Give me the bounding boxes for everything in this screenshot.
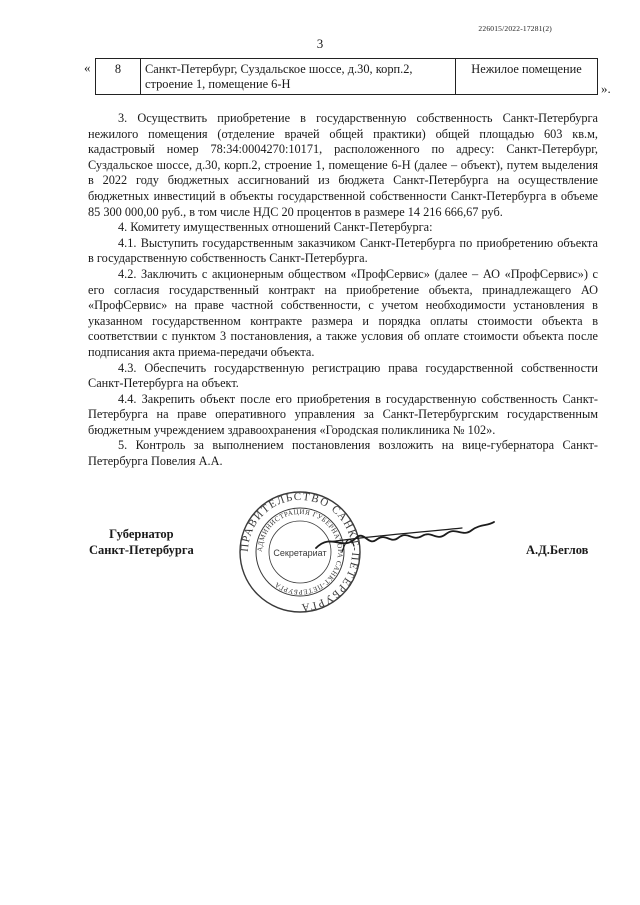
row-address: Санкт-Петербург, Суздальское шоссе, д.30, корп.2, строение 1, помещение 6-Н (141, 59, 456, 95)
paragraph-5: 5. Контроль за выполнением постановления возложить на вице-губернатора Санкт-Петербурга Повелия А.А. (88, 438, 598, 469)
page-number: 3 (316, 36, 324, 51)
document-id: 226015/2022-17281(2) (478, 24, 552, 33)
table-row (96, 59, 598, 95)
paragraph-4-4: 4.4. Закрепить объект после его приобретения в государственную собственность Санкт-Петербурга на праве оперативного управления за Санкт-Петербургским государственным бюджетным учреждением здравоохранения «Городская поликлиника № 102». (88, 391, 598, 437)
handwritten-signature (312, 512, 498, 560)
signatory-title-line2: Санкт-Петербурга (89, 543, 194, 557)
signatory-name: А.Д.Беглов (526, 543, 589, 557)
row-number: 8 (96, 59, 141, 95)
seal-outer-text: ПРАВИТЕЛЬСТВО САНКТ-ПЕТЕРБУРГА (238, 490, 362, 614)
paragraph-4-1: 4.1. Выступить государственным заказчиком Санкт-Петербурга по приобретению объекта в государственную собственность Санкт-Петербурга. (88, 235, 598, 266)
signatory-title-line1: Губернатор (109, 527, 174, 541)
seal-center-text: Секретариат (273, 548, 327, 558)
seal-inner-text: АДМИНИСТРАЦИЯ ГУБЕРНАТОРА САНКТ-ПЕТЕРБУРГА (255, 507, 345, 597)
table-open-quote: « (84, 60, 91, 75)
property-table (95, 58, 598, 95)
signatory-title (89, 526, 194, 558)
paragraph-4-3: 4.3. Обеспечить государственную регистрацию права государственной собственности Санкт-Петербурга на объект. (88, 360, 598, 391)
document-body (88, 111, 598, 470)
paragraph-4: 4. Комитету имущественных отношений Санкт-Петербурга: (118, 220, 433, 235)
paragraph-4-2: 4.2. Заключить с акционерным обществом «ПрофСервис» (далее – АО «ПрофСервис») с его согласия государственный контракт на приобретение объекта, принадлежащего АО «ПрофСервис» на праве частной собственности, с учетом необходимости установления в указанном государственном контракте размера и порядка оплаты стоимости объекта в соответствии с пунктом 3 постановления, а также условия об оплате стоимости объекта после подписания акта приема-передачи объекта. (88, 266, 598, 359)
row-property-type: Нежилое помещение (456, 59, 598, 95)
table-close-quote: ». (601, 81, 611, 96)
paragraph-3: 3. Осуществить приобретение в государственную собственность Санкт-Петербурга нежилого помещения (отделение врачей общей практики) общей площадью 603 кв.м, кадастровый номер 78:34:0004270:10171, расположенного по адресу: Санкт-Петербург, Суздальское шоссе, д.30, корп.2, строение 1, помещение 6-Н (далее – объект), путем выделения в 2022 году бюджетных ассигнований из бюджета Санкт-Петербурга на осуществление бюджетных инвестиций в объекты государственной собственности Санкт-Петербурга в объеме 85 300 000,00 руб., в том числе НДС 20 процентов в размере 14 216 666,67 руб. (88, 111, 598, 219)
